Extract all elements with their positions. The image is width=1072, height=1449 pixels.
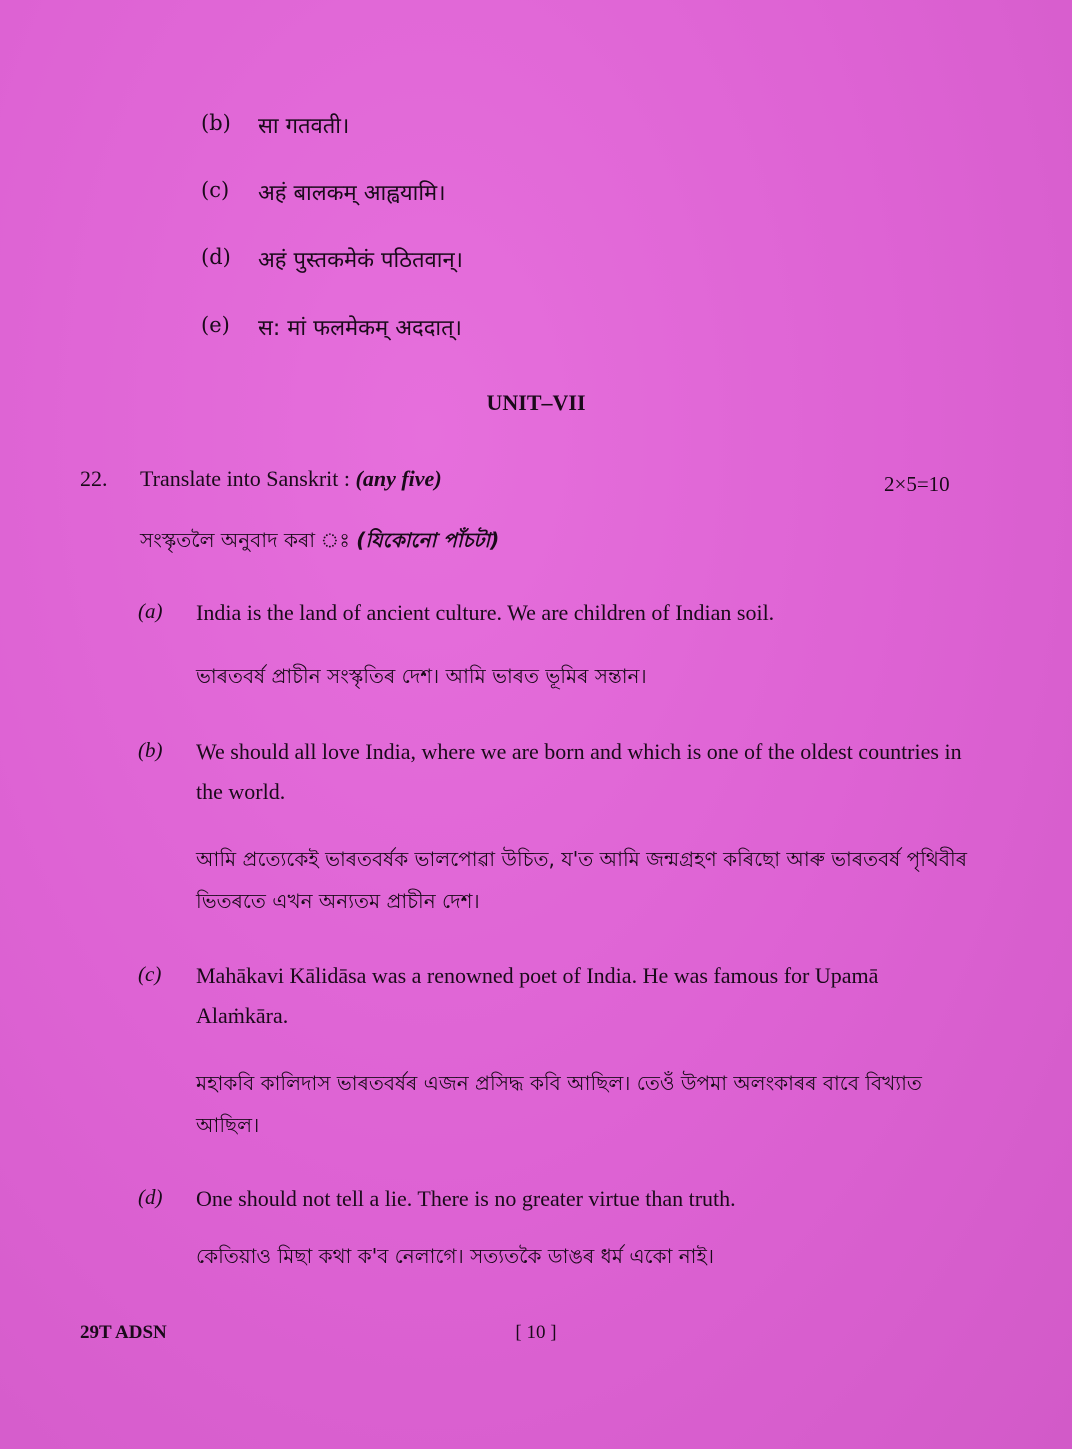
item-assamese: কেতিয়াও মিছা কথা ক'ব নেলাগে। সত্যতকৈ ডাঙৰ ধৰ্ম একো নাই। — [196, 1244, 715, 1268]
unit-title: UNIT–VII — [486, 390, 586, 415]
question-instruction-bn — [140, 526, 499, 559]
item-english: We should all love India, where we are born and which is one of the oldest countries in the world. — [196, 739, 962, 804]
question-number: 22. — [80, 466, 108, 491]
item-english: Mahākavi Kālidāsa was a renowned poet of India. He was famous for Upamā Alaṁkāra. — [196, 963, 879, 1028]
item-english: One should not tell a lie. There is no greater virtue than truth. — [196, 1186, 736, 1211]
question-instruction-bn-emph: (যিকোনো পাঁচটা) — [356, 528, 500, 552]
question-instruction — [140, 466, 442, 492]
prev-item-text: अहं बालकम् आह्वयामि। — [258, 181, 446, 206]
prev-item-text: सा गतवती। — [258, 114, 350, 139]
item-assamese: আমি প্ৰত্যেকেই ভাৰতবৰ্ষক ভালপোৱা উচিত, য'ত আমি জন্মগ্ৰহণ কৰিছো আৰু ভাৰতবৰ্ষ পৃথিবীৰ ভিতৰতে এখন অন্যতম প্ৰাচীন দেশ। — [196, 847, 967, 913]
footer-code: 29T ADSN — [80, 1322, 167, 1343]
question-instruction-bn-text: সংস্কৃতলৈ অনুবাদ কৰা ঃ — [140, 528, 350, 552]
prev-item-text: स: मां फलमेकम् अददात्। — [258, 316, 462, 341]
item-assamese: মহাকবি কালিদাস ভাৰতবৰ্ষৰ এজন প্ৰসিদ্ধ কবি আছিল। তেওঁ উপমা অলংকাৰৰ বাবে বিখ্যাত আছিল। — [196, 1071, 922, 1137]
item-label: (a) — [138, 599, 163, 623]
item-assamese: ভাৰতবৰ্ষ প্ৰাচীন সংস্কৃতিৰ দেশ। আমি ভাৰত ভূমিৰ সন্তান। — [196, 664, 647, 688]
item-label: (c) — [138, 962, 162, 986]
item-label: (b) — [138, 738, 163, 762]
prev-item-label: (c) — [201, 178, 230, 202]
prev-item-label: (b) — [201, 111, 231, 135]
item-english: India is the land of ancient culture. We are children of Indian soil. — [196, 600, 775, 625]
prev-item-label: (d) — [201, 245, 231, 269]
question-instruction-text: Translate into Sanskrit : — [140, 466, 351, 491]
prev-item-text: अहं पुस्तकमेकं पठितवान्। — [258, 248, 464, 273]
question-instruction-emph: (any five) — [355, 466, 442, 491]
item-label: (d) — [138, 1185, 163, 1209]
footer-page-number: [ 10 ] — [515, 1322, 557, 1343]
question-marks: 2×5=10 — [884, 472, 950, 496]
prev-item-label: (e) — [201, 313, 230, 337]
